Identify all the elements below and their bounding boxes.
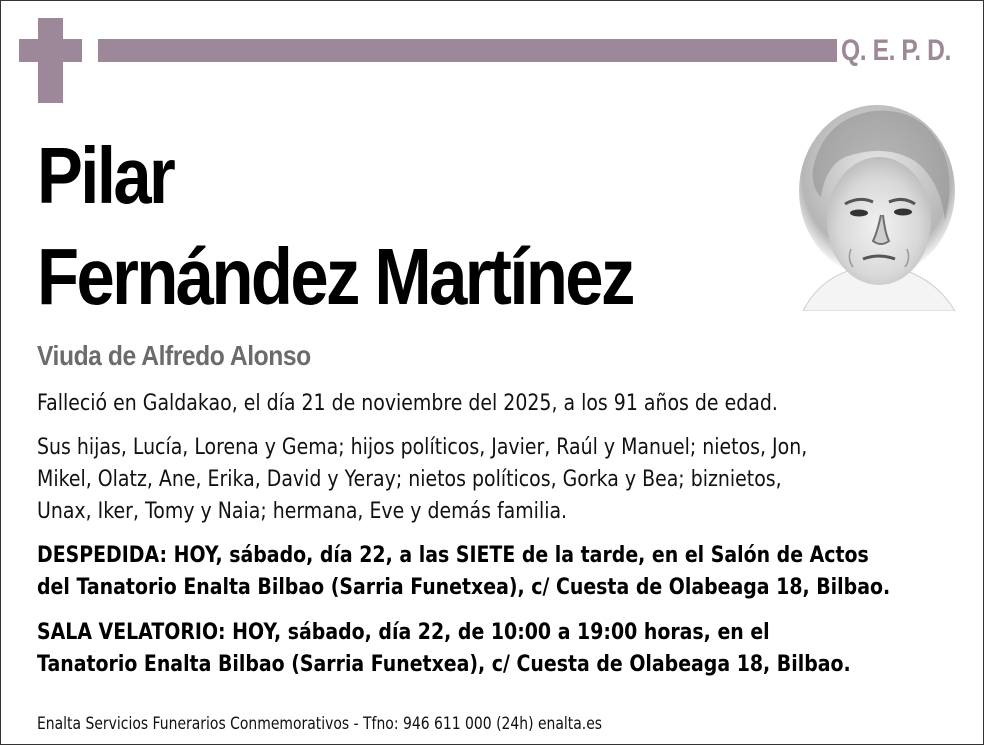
death-notice bbox=[37, 388, 949, 420]
farewell-line: DESPEDIDA: HOY, sábado, día 22, a las SIETE de la tarde, en el Salón de Actos bbox=[37, 543, 869, 568]
header-rule bbox=[98, 39, 837, 62]
widow-of: Viuda de Alfredo Alonso bbox=[37, 340, 311, 371]
family-list bbox=[37, 432, 949, 528]
portrait-photo bbox=[793, 99, 965, 311]
wake-notice bbox=[37, 617, 949, 681]
deceased-surnames: Fernández Martínez bbox=[37, 232, 633, 321]
family-line: Unax, Iker, Tomy y Naia; hermana, Eve y demás familia. bbox=[37, 499, 568, 524]
farewell-line: del Tanatorio Enalta Bilbao (Sarria Funetxea), c/ Cuesta de Olabeaga 18, Bilbao. bbox=[37, 575, 891, 600]
funeral-home-footer: Enalta Servicios Funerarios Conmemorativos - Tfno: 946 611 000 (24h) enalta.es bbox=[37, 714, 603, 734]
farewell-notice bbox=[37, 540, 949, 604]
family-line: Mikel, Olatz, Ane, Erika, David y Yeray; nietos políticos, Gorka y Bea; biznietos, bbox=[37, 467, 782, 492]
death-notice-line: Falleció en Galdakao, el día 21 de noviembre del 2025, a los 91 años de edad. bbox=[37, 391, 778, 416]
cross-icon-arm bbox=[19, 39, 82, 62]
family-line: Sus hijas, Lucía, Lorena y Gema; hijos políticos, Javier, Raúl y Manuel; nietos, Jon, bbox=[37, 435, 808, 460]
wake-line: SALA VELATORIO: HOY, sábado, día 22, de 10:00 a 19:00 horas, en el bbox=[37, 620, 770, 645]
wake-line: Tanatorio Enalta Bilbao (Sarria Funetxea), c/ Cuesta de Olabeaga 18, Bilbao. bbox=[37, 652, 851, 677]
deceased-first-name: Pilar bbox=[37, 131, 174, 220]
qepd-label: Q. E. P. D. bbox=[841, 34, 951, 67]
